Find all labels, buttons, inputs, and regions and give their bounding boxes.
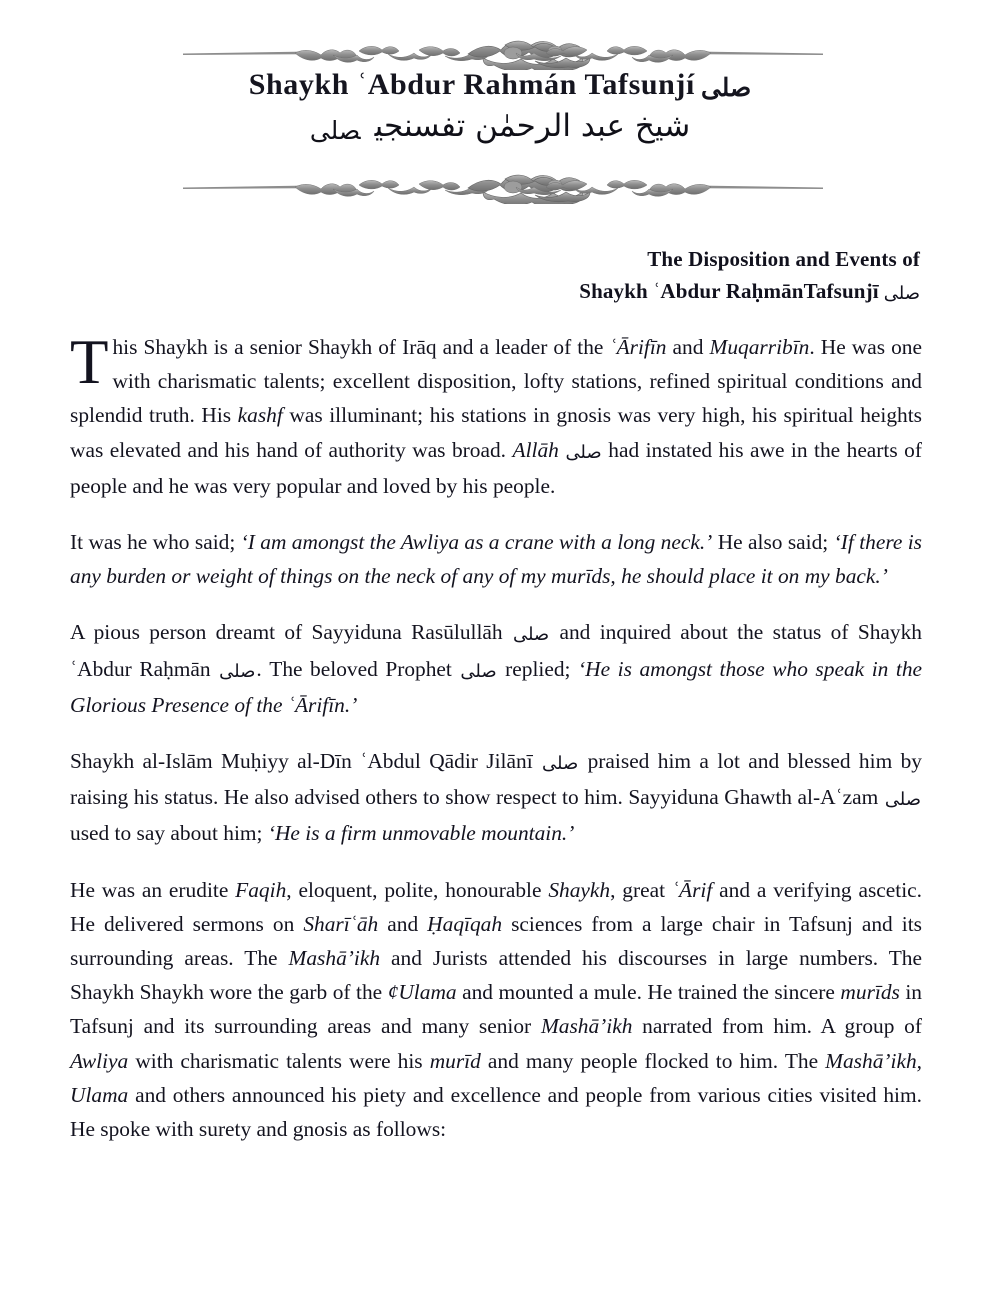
body-text-run: sciences from a large chair in Tafsunj and its surrounding areas. The [70, 911, 922, 971]
body-text-run: . The beloved Prophet [256, 656, 460, 681]
emphasis-text: kashf [237, 403, 283, 428]
emphasis-text: ‘He is a firm unmovable mountain.’ [267, 821, 575, 846]
body-text-run: It was he who said; [70, 530, 241, 555]
page-title-latin-text: Shaykh ʿAbdur Rahmán Tafsunjí [248, 68, 695, 101]
bottom-ornament-divider [183, 170, 823, 204]
honorific-glyph-inline: صلى [460, 660, 497, 681]
body-text-run: narrated from him. A group of [632, 1014, 923, 1039]
paragraph-erudite-runs [70, 878, 922, 1141]
emphasis-text: ʿĀrif [671, 877, 713, 902]
emphasis-text: Muqarribīn [709, 335, 810, 359]
body-text-run: praised him a lot and blessed him by raising his status. He also advised others to show respect to him. Sayyiduna Ghawth al-Aʿzam [70, 749, 922, 810]
paragraph-dream [70, 615, 922, 722]
honorific-glyph-arabic: صلى [309, 116, 361, 145]
paragraph-jilani [70, 744, 922, 851]
body-text-run: He was an erudite [70, 877, 236, 902]
subtitle-line-1: The Disposition and Events of [647, 247, 920, 271]
emphasis-text: Faqih [235, 877, 287, 902]
body-text-run: with charismatic talents were his [128, 1048, 430, 1073]
body-text-run: and [378, 911, 428, 936]
emphasis-text: Shaykh [548, 877, 611, 902]
body-text-run: and [666, 335, 710, 359]
top-ornament-divider [183, 36, 823, 70]
body-text-run: and Jurists attended his discourses in large numbers. The Shaykh Shaykh wore the garb of the [70, 946, 922, 1005]
page-title-arabic [0, 108, 1000, 145]
body-text-run: and inquired about the status of Shaykh ʿAbdur Raḥmān [70, 620, 922, 681]
drop-cap: T [70, 327, 109, 397]
emphasis-text: Sharīʿāh [303, 911, 379, 936]
emphasis-text: Mashā’ikh [540, 1014, 633, 1039]
paragraph-jilani-runs [70, 749, 922, 845]
body-text-run: Shaykh al-Islām Muḥiyy al-Dīn ʿAbdul Qādir Jilānī [70, 749, 542, 774]
paragraph-dream-runs [70, 620, 922, 716]
body-text [70, 327, 923, 1146]
body-text-run: A pious person dreamt of Sayyiduna Rasūlullāh [70, 620, 512, 645]
body-text-run: and others announced his piety and excellence and people from various cities visited him. He spoke with surety and gnosis as follows: [70, 1082, 922, 1142]
subtitle-line-2-wrap [360, 276, 920, 308]
honorific-glyph-inline: صلى [884, 789, 921, 810]
subtitle-line-2: Shaykh ʿAbdur RaḥmānTafsunjī [579, 278, 879, 303]
honorific-glyph-subtitle: صلى [883, 282, 920, 303]
body-text-run: and mounted a mule. He trained the sincere [456, 980, 841, 1005]
body-text-run: and a verifying ascetic. He delivered sermons on [70, 877, 923, 936]
paragraph-intro-runs [70, 335, 922, 498]
emphasis-text: Mashā’ikh [288, 946, 381, 971]
body-text-run: and many people flocked to him. The [480, 1048, 826, 1073]
emphasis-text: ‘If there is any burden or weight of things on the neck of any of my murīds, he should place it on my back.’ [70, 530, 922, 589]
body-text-run: . He was one with charismatic talents; excellent disposition, lofty stations, refined spiritual conditions and splendid truth. His [70, 335, 922, 428]
honorific-glyph-inline: صلى [542, 753, 579, 774]
emphasis-text: ¢Ulama [387, 980, 457, 1005]
honorific-glyph-inline: صلى [559, 441, 608, 462]
section-subtitle [360, 244, 920, 308]
emphasis-text: Awliya [70, 1048, 129, 1073]
paragraph-erudite [70, 873, 922, 1147]
paragraph-sayings [70, 525, 922, 593]
body-text-run: replied; [497, 656, 579, 681]
body-text-run: had instated his awe in the hearts of people and he was very popular and loved by his people. [70, 437, 922, 498]
emphasis-text: murīds [840, 980, 900, 1005]
body-text-run: used to say about him; [70, 821, 268, 846]
emphasis-text: Allāh [512, 437, 559, 462]
honorific-glyph: صلى [700, 75, 752, 102]
body-text-run: He also said; [712, 530, 834, 555]
honorific-glyph-inline: صلى [512, 624, 550, 645]
emphasis-text: murīd [429, 1048, 481, 1073]
body-text-run: in Tafsunj and its surrounding areas and many senior [70, 980, 922, 1039]
page-title-arabic-text: شيخ عبد الرحمٰن تفسنجي [374, 108, 691, 144]
body-text-run: , eloquent, polite, honourable [286, 877, 549, 902]
paragraph-sayings-runs [70, 530, 922, 588]
page-title-latin [0, 68, 1000, 103]
body-text-run: his Shaykh is a senior Shaykh of Irāq and a leader of the [112, 335, 610, 359]
honorific-glyph-inline: صلى [219, 660, 256, 681]
emphasis-text: Mashā’ikh, Ulama [70, 1048, 923, 1107]
body-text-run: was illuminant; his stations in gnosis was very high, his spiritual heights was elevated and his hand of authority was broad. [70, 403, 922, 462]
paragraph-intro [70, 327, 922, 503]
emphasis-text: ‘I am amongst the Awliya as a crane with a long neck.’ [240, 530, 713, 555]
emphasis-text: ʿĀrifīn [609, 335, 667, 359]
emphasis-text: ‘He is amongst those who speak in the Glorious Presence of the ʿĀrifīn.’ [70, 656, 923, 717]
body-text-run: , great [610, 877, 672, 902]
emphasis-text: Ḥaqīqah [427, 911, 503, 936]
